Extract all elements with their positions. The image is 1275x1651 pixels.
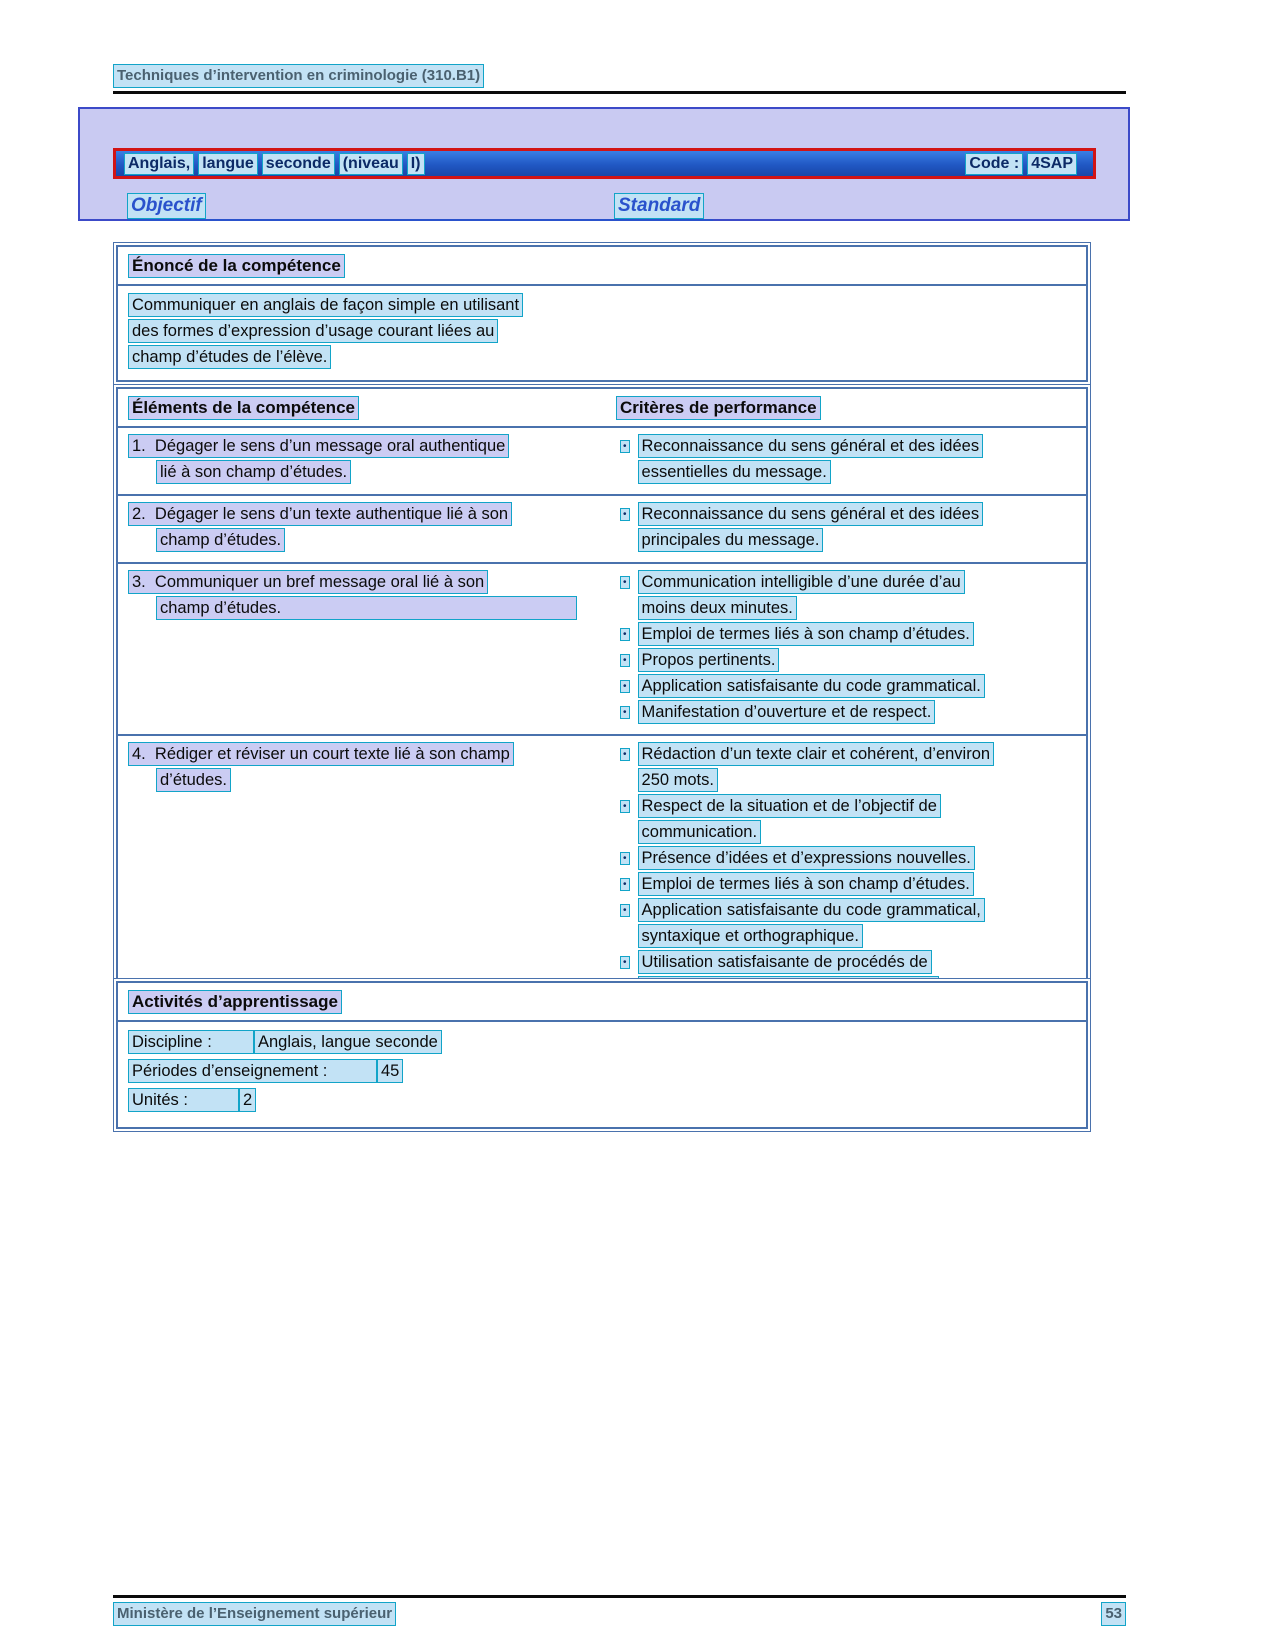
bullet-icon: • [620, 440, 630, 453]
activites-body [118, 1022, 1086, 1127]
competence-table-inner [116, 387, 1088, 1038]
table-header-row [118, 389, 1086, 426]
element-cell [118, 434, 616, 486]
bullet-icon: • [620, 904, 630, 917]
activites-label: Périodes d’enseignement : [128, 1059, 377, 1083]
enonce-title-row [118, 247, 1086, 284]
criteria-item [616, 742, 1078, 794]
bullet-icon: • [620, 852, 630, 865]
bullet-icon: • [620, 680, 630, 693]
criteria-line: syntaxique et orthographique. [638, 924, 863, 948]
criteria-line: Emploi de termes liés à son champ d’études. [638, 872, 974, 896]
criteria-cell [616, 502, 1086, 554]
course-title-word: seconde [262, 153, 335, 175]
criteria-item [616, 674, 1078, 700]
activites-title: Activités d’apprentissage [128, 990, 342, 1014]
criteria-item [616, 846, 1078, 872]
bullet-icon: • [620, 956, 630, 969]
bullet-icon: • [620, 748, 630, 761]
table-row [118, 562, 1086, 734]
criteria-line: Reconnaissance du sens général et des idées [638, 502, 984, 526]
objectif-label: Objectif [127, 193, 206, 219]
criteria-item [616, 700, 1078, 726]
activites-label: Discipline : [128, 1030, 254, 1054]
activites-panel [113, 978, 1091, 1132]
element-line: lié à son champ d’études. [156, 460, 351, 484]
course-title-bar [113, 148, 1096, 179]
enonce-body [118, 286, 1086, 380]
element-cell [118, 502, 616, 554]
enonce-line: champ d’études de l’élève. [128, 345, 331, 369]
element-line: 2. Dégager le sens d’un texte authentique lié à son [128, 502, 512, 526]
criteria-line: moins deux minutes. [638, 596, 797, 620]
activites-row [128, 1088, 1076, 1112]
element-line: champ d’études. [156, 528, 285, 552]
criteria-line: Rédaction d’un texte clair et cohérent, d’environ [638, 742, 995, 766]
activites-row [128, 1030, 1076, 1054]
criteria-line: Application satisfaisante du code grammatical, [638, 898, 985, 922]
criteria-line: Emploi de termes liés à son champ d’études. [638, 622, 974, 646]
course-title-word: (niveau [339, 153, 403, 175]
course-banner [78, 107, 1130, 221]
table-row [118, 494, 1086, 562]
enonce-title: Énoncé de la compétence [128, 254, 345, 278]
activites-row [128, 1059, 1076, 1083]
criteria-line: Reconnaissance du sens général et des idées [638, 434, 984, 458]
criteria-line: principales du message. [638, 528, 824, 552]
course-title [124, 153, 425, 175]
criteria-item [616, 794, 1078, 846]
course-code-label: Code : [965, 153, 1023, 175]
course-title-word: langue [198, 153, 258, 175]
course-title-word: Anglais, [124, 153, 194, 175]
page-footer [113, 1595, 1126, 1626]
col2-header: Critères de performance [616, 396, 821, 420]
criteria-item [616, 570, 1078, 622]
criteria-item [616, 872, 1078, 898]
bullet-icon: • [620, 576, 630, 589]
standard-label: Standard [614, 193, 704, 219]
competence-table-panel [113, 384, 1091, 1041]
bullet-icon: • [620, 628, 630, 641]
criteria-line: Application satisfaisante du code grammatical. [638, 674, 985, 698]
table-row [118, 426, 1086, 494]
element-line: champ d’études. [156, 596, 577, 620]
criteria-cell [616, 434, 1086, 486]
element-line: 3. Communiquer un bref message oral lié à son [128, 570, 488, 594]
header-title: Techniques d’intervention en criminologie (310.B1) [113, 64, 484, 88]
activites-title-row [118, 983, 1086, 1020]
bullet-icon: • [620, 508, 630, 521]
criteria-item [616, 434, 1078, 486]
enonce-panel-inner [116, 245, 1088, 382]
criteria-cell [616, 570, 1086, 726]
criteria-line: Manifestation d’ouverture et de respect. [638, 700, 936, 724]
element-cell [118, 570, 616, 726]
element-line: 1. Dégager le sens d’un message oral authentique [128, 434, 509, 458]
criteria-line: Propos pertinents. [638, 648, 780, 672]
course-code [965, 153, 1077, 175]
element-line: d’études. [156, 768, 231, 792]
course-title-word: I) [407, 153, 425, 175]
bullet-icon: • [620, 800, 630, 813]
enonce-line: des formes d’expression d’usage courant liées au [128, 319, 498, 343]
criteria-line: Respect de la situation et de l’objectif de [638, 794, 941, 818]
page-number: 53 [1101, 1602, 1126, 1626]
criteria-line: Présence d’idées et d’expressions nouvelles. [638, 846, 975, 870]
activites-value: 2 [239, 1088, 256, 1112]
page-running-header [113, 64, 1126, 94]
footer-text: Ministère de l’Enseignement supérieur [113, 1602, 396, 1626]
criteria-item [616, 648, 1078, 674]
enonce-line: Communiquer en anglais de façon simple en utilisant [128, 293, 523, 317]
element-line: 4. Rédiger et réviser un court texte lié à son champ [128, 742, 514, 766]
criteria-item [616, 502, 1078, 554]
activites-value: Anglais, langue seconde [254, 1030, 442, 1054]
course-code-value: 4SAP [1027, 153, 1077, 175]
criteria-line: Utilisation satisfaisante de procédés de [638, 950, 932, 974]
criteria-line: 250 mots. [638, 768, 718, 792]
bullet-icon: • [620, 706, 630, 719]
objectif-standard-row [127, 193, 713, 221]
criteria-line: communication. [638, 820, 762, 844]
bullet-icon: • [620, 878, 630, 891]
criteria-item [616, 622, 1078, 648]
col1-header: Éléments de la compétence [128, 396, 359, 420]
criteria-line: Communication intelligible d’une durée d’au [638, 570, 965, 594]
activites-panel-inner [116, 981, 1088, 1129]
criteria-line: essentielles du message. [638, 460, 831, 484]
criteria-item [616, 898, 1078, 950]
bullet-icon: • [620, 654, 630, 667]
activites-value: 45 [377, 1059, 403, 1083]
enonce-panel [113, 242, 1091, 385]
activites-label: Unités : [128, 1088, 239, 1112]
